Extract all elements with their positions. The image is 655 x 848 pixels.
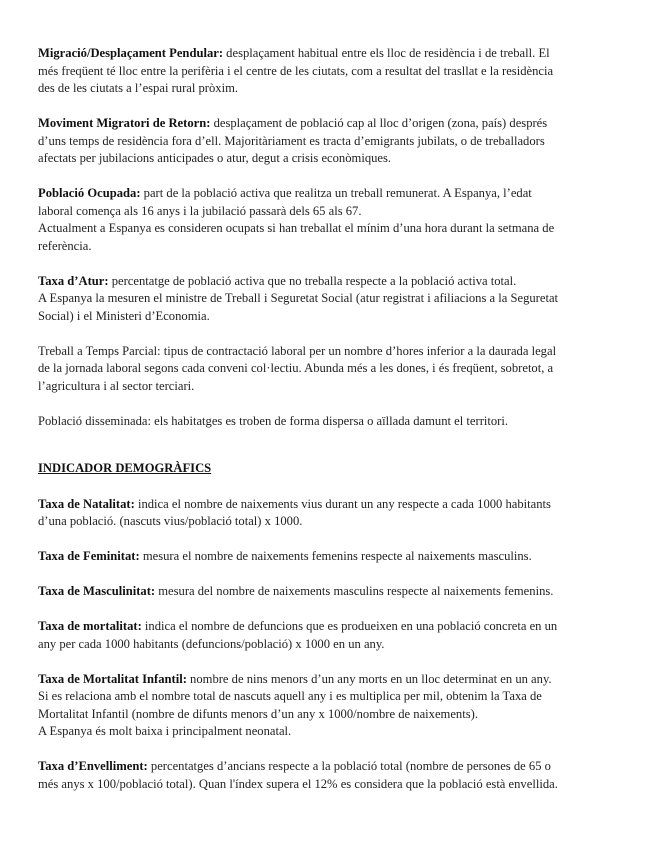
indicator-line: Si es relaciona amb el nombre total de nascuts aquell any i es multiplica per mil, obtenim la Taxa de bbox=[38, 689, 542, 703]
definition-line: més freqüent té lloc entre la perifèria i el centre de les ciutats, com a resultat del trasllat e la residència bbox=[38, 63, 554, 78]
indicator-term: Taxa de Mortalitat Infantil: bbox=[38, 671, 187, 686]
indicator-line: A Espanya és molt baixa i principalment neonatal. bbox=[38, 724, 292, 738]
definition-poblacio-ocupada bbox=[38, 185, 616, 255]
indicator-masculinitat bbox=[38, 583, 616, 601]
indicator-mortalitat-infantil bbox=[38, 671, 616, 741]
document-page bbox=[38, 45, 616, 811]
indicator-line: Taxa d’Envelliment: percentatges d’ancians respecte a la població total (nombre de persones de 65 o bbox=[38, 759, 551, 773]
definition-poblacio-disseminada bbox=[38, 413, 616, 431]
definition-term: Taxa d’Atur: bbox=[38, 273, 109, 288]
definition-term: Població Ocupada: bbox=[38, 186, 141, 200]
indicator-term: Taxa de Masculinitat: bbox=[38, 584, 156, 598]
definition-term: Moviment Migratori de Retorn: bbox=[38, 116, 211, 130]
definition-line: A Espanya la mesuren el ministre de Treball i Seguretat Social (atur registrat i afiliacions a la Seguretat bbox=[38, 291, 559, 305]
indicator-line: Mortalitat Infantil (nombre de difunts menors d’un any x 1000/nombre de naixements). bbox=[38, 706, 478, 721]
section-heading: INDICADOR DEMOGRÀFICS bbox=[38, 461, 212, 475]
indicator-mortalitat bbox=[38, 618, 616, 653]
definition-line: Població Ocupada: part de la població activa que realitza un treball remunerat. A Espanya, l’edat bbox=[38, 186, 532, 200]
definition-line: afectats per jubilacions anticipades o atur, degut a crisis econòmiques. bbox=[38, 151, 392, 165]
definition-line: Població disseminada: els habitatges es troben de forma dispersa o aïllada damunt el territori. bbox=[38, 413, 509, 428]
definition-line: de la jornada laboral segons cada conveni col·lectiu. Abunda més a les dones, i és freqüent, sobretot, a bbox=[38, 361, 554, 375]
definition-line: des de les ciutats a l’espai rural pròxim. bbox=[38, 81, 239, 95]
definition-migracio-pendular bbox=[38, 45, 616, 98]
definition-term: Migració/Desplaçament Pendular: bbox=[38, 46, 224, 60]
indicator-term: Taxa de Feminitat: bbox=[38, 549, 140, 563]
indicator-natalitat bbox=[38, 496, 616, 531]
definition-line: l’agricultura i al sector terciari. bbox=[38, 378, 195, 393]
indicator-line: Taxa de Natalitat: indica el nombre de naixements vius durant un any respecte a cada 1000 habitants bbox=[38, 496, 551, 511]
definition-line: Treball a Temps Parcial: tipus de contractació laboral per un nombre d’hores inferior a la daurada legal bbox=[38, 343, 557, 358]
indicator-line: Taxa de Mortalitat Infantil: nombre de nins menors d’un any morts en un lloc determinat en un any. bbox=[38, 671, 552, 686]
indicator-line: Taxa de Masculinitat: mesura del nombre de naixements masculins respecte al naixements femenins. bbox=[38, 584, 554, 598]
indicator-term: Taxa d’Envelliment: bbox=[38, 759, 148, 773]
indicator-line: Taxa de mortalitat: indica el nombre de defuncions que es produeixen en una població concreta en un bbox=[38, 619, 558, 633]
definition-treball-temps-parcial bbox=[38, 343, 616, 396]
definition-taxa-atur bbox=[38, 273, 616, 326]
definition-moviment-retorn bbox=[38, 115, 616, 168]
definition-line: Taxa d’Atur: percentatge de població activa que no treballa respecte a la població activa total. bbox=[38, 273, 517, 288]
definition-line: Social) i el Ministeri d’Economia. bbox=[38, 308, 210, 323]
indicator-line: més anys x 100/població total). Quan l'índex supera el 12% es considera que la població està envellida. bbox=[38, 776, 558, 791]
indicator-line: d’una població. (nascuts vius/població total) x 1000. bbox=[38, 514, 303, 528]
indicator-feminitat bbox=[38, 548, 616, 566]
indicator-term: Taxa de Natalitat: bbox=[38, 496, 135, 511]
definition-line: referència. bbox=[38, 238, 92, 253]
definition-line: d’uns temps de residència fora d’ell. Majoritàriament es tracta d’emigrants jubilats, o de treballadors bbox=[38, 133, 545, 148]
indicator-term: Taxa de mortalitat: bbox=[38, 619, 142, 633]
indicator-envelliment bbox=[38, 758, 616, 793]
definition-line: Actualment a Espanya es consideren ocupats si han treballat el mínim d’una hora durant la setmana de bbox=[38, 221, 555, 235]
definition-line: Moviment Migratori de Retorn: desplaçament de població cap al lloc d’origen (zona, país) després bbox=[38, 116, 548, 130]
definition-line: Migració/Desplaçament Pendular: desplaçament habitual entre els lloc de residència i de treball. El bbox=[38, 46, 550, 60]
definition-line: laboral comença als 16 anys i la jubilació passarà dels 65 als 67. bbox=[38, 203, 362, 218]
indicator-line: Taxa de Feminitat: mesura el nombre de naixements femenins respecte al naixements masculins. bbox=[38, 549, 532, 563]
indicator-line: any per cada 1000 habitants (defuncions/població) x 1000 en un any. bbox=[38, 636, 385, 651]
